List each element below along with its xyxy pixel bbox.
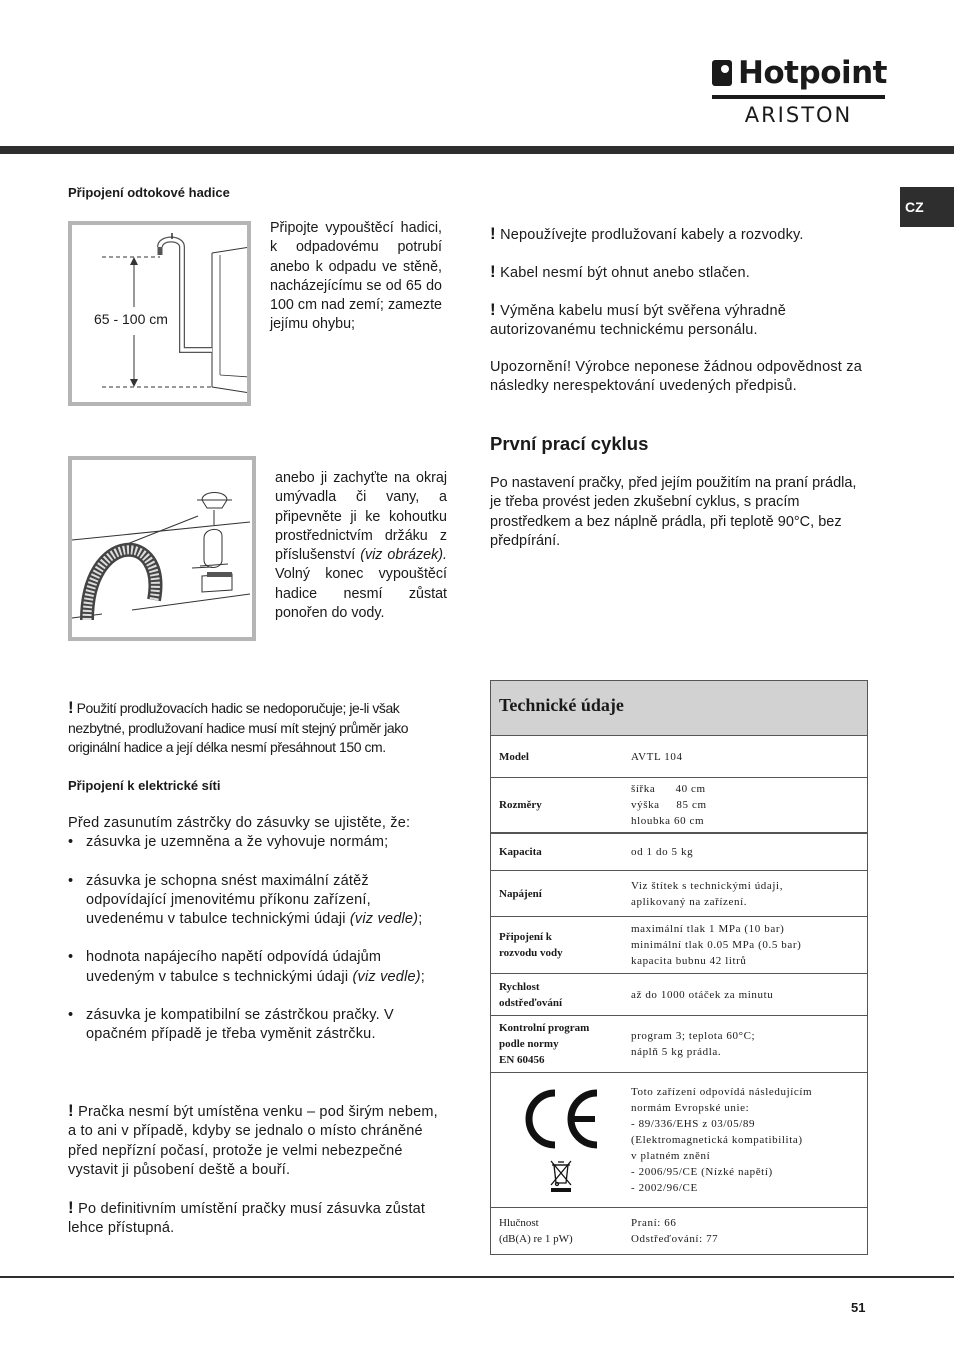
value-line: - 2002/96/CE [631,1182,698,1194]
electric-heading: Připojení k elektrické síti [68,778,221,793]
value-line: normám Evropské unie: [631,1102,750,1114]
row-value: až do 1000 otáček za minutu [631,988,774,1001]
label-line: Rychlost [499,980,540,993]
value-line: Toto zařízení odpovídá následujícím [631,1086,813,1098]
bullet-text: hodnota napájecího napětí odpovídá údajům uvedeným v tabulce s technickými údaji [86,949,382,985]
value-line: - 2006/95/CE (Nízké napětí) [631,1166,773,1178]
row-value [631,1073,867,1207]
bullet-punct: ; [420,968,426,985]
table-row [491,833,867,871]
row-label: Napájení [499,887,542,900]
table-row [491,917,867,974]
figure-height-label: 65 - 100 cm [94,311,168,327]
row-label: Kapacita [499,846,542,858]
row-value [631,778,867,832]
value-line: v platném znění [631,1150,711,1162]
value-line: minimální tlak 0.05 MPa (0.5 bar) [631,939,802,951]
drain-wall-text: Připojte vypouštěcí hadici, k odpadovému potrubí anebo k odpadu ve stěně, nacházejícímu se od 65 do 100 cm nad zemí; zamezte jejímu ohybu; [270,220,442,333]
cable-warning-3 [490,300,870,341]
row-value [631,917,867,973]
row-value [631,1016,867,1072]
row-label: Rozměry [499,799,542,811]
bullet-ref: (viz vedle) [349,911,419,928]
cable-warning-1 [490,224,870,245]
brand-name: Hotpoint [737,55,887,91]
drain-sink-text-b: Volný konec vypouštěcí hadice nesmí zůstat ponořen do vody. [275,566,447,622]
brand-subname: ARISTON [744,103,853,127]
label-line: odstřeďování [499,996,563,1009]
outdoor-warning [68,1101,443,1180]
technical-data-table [490,680,868,1255]
value-line: náplň 5 kg prádla. [631,1046,722,1058]
list-item [68,1006,443,1045]
list-item [68,833,443,852]
electric-checklist [68,833,443,1044]
drain-hose-heading: Připojení odtokové hadice [68,185,230,200]
brand-logo [712,55,887,127]
warning-mark-icon: ! [490,262,496,281]
bullet-text: zásuvka je kompatibilní se zástrčkou pračky. V opačném případě je třeba vyměnit zástrčku. [86,1007,394,1043]
label-line: Hlučnost [499,1216,539,1229]
bullet-text: zásuvka je schopna snést maximální zátěž odpovídající jmenovitému příkonu zařízení, uvedenému v tabulce technickými údaji [86,872,371,928]
liability-notice: Upozornění! Výrobce neponese žádnou odpovědnost za následky nerespektování uvedených předpisů. [490,359,862,395]
bullet-text: zásuvka je uzemněna a že vyhovuje normám; [86,834,389,851]
label-line: (dB(A) re 1 pW) [499,1232,573,1245]
page-number: 51 [851,1300,866,1315]
depth-value: hloubka 60 cm [631,815,705,827]
warning-mark-icon: ! [68,1101,74,1120]
value-line: Odstřeďování: 77 [631,1232,719,1245]
warning-mark-icon: ! [490,300,496,319]
bullet-ref: (viz vedle) [352,968,421,985]
row-label [491,1208,631,1253]
certification-marks [491,1073,631,1207]
row-value [631,871,867,916]
value-line: - 89/336/EHS z 03/05/89 [631,1118,756,1130]
table-row [491,736,867,778]
value-line: kapacita bubnu 42 litrů [631,955,747,967]
row-label [491,974,631,1015]
drain-sink-text-a: anebo ji zachyťte na okraj umývadla či vany, a připevněte ji ke kohoutku prostřednictvím držáku z příslušenství [275,470,447,564]
first-cycle-title: První prací cyklus [490,433,649,454]
outdoor-warning-text: Pračka nesmí být umístěna venku – pod širým nebem, a to ani v případě, kdyby se jednalo o místo chráněné před nepřízní počasí, protože je velmi nebezpečné vystavit ji působení deště a bouří. [68,1104,438,1178]
electric-intro: Před zasunutím zástrčky do zásuvky se ujistěte, že: [68,815,411,831]
cable-warning-2 [490,262,870,283]
table-row [491,778,867,833]
warning-mark-icon: ! [68,1198,74,1217]
value-line: Praní: 66 [631,1216,677,1229]
value-line: Viz štítek s technickými údaji, [631,879,784,892]
weee-bin-icon [549,1159,573,1193]
value-line: (Elektromagnetická kompatibilita) [631,1134,803,1146]
brand-divider [712,95,885,99]
value-line: program 3; teplota 60°C; [631,1030,756,1042]
label-line: Připojení k [499,931,552,943]
table-row [491,1073,867,1208]
row-label [491,917,631,973]
label-line: Kontrolní program [499,1022,590,1034]
drain-sink-illustration [72,460,252,637]
table-row [491,974,867,1016]
language-tab: CZ [900,187,954,227]
list-item [68,872,443,930]
row-value: AVTL 104 [631,750,683,763]
table-row [491,871,867,917]
cable-warning-3-text: Výměna kabelu musí být svěřena výhradně autorizovanému technickému personálu. [490,303,786,339]
drain-sink-text [275,469,447,623]
figure-drain-sink [68,456,256,641]
row-label [491,1016,631,1072]
ce-mark-icon [521,1087,601,1151]
access-warning [68,1198,443,1239]
header-rule [0,146,954,154]
label-line: rozvodu vody [499,947,563,959]
label-line: EN 60456 [499,1054,545,1066]
table-row [491,1016,867,1073]
value-line: maximální tlak 1 MPa (10 bar) [631,923,785,935]
warning-mark-icon: ! [68,698,74,717]
cable-warning-2-text: Kabel nesmí být ohnut anebo stlačen. [500,265,750,281]
footer-rule [0,1276,954,1278]
row-value: od 1 do 5 kg [631,846,694,858]
drain-sink-text-ref: (viz obrázek). [360,547,447,564]
first-cycle-text: Po nastavení pračky, před jejím použitím na praní prádla, je třeba provést jeden zkušební cyklus, s pracím prostředkem a bez náplně prádla, při teplotě 90°C, bez předpírání. [490,475,857,549]
warning-mark-icon: ! [490,224,496,243]
row-value [631,1208,867,1253]
list-item [68,948,443,987]
value-line: aplikovaný na zařízení. [631,895,748,908]
height-value: výška 85 cm [631,799,707,811]
access-warning-text: Po definitivním umístění pračky musí zásuvka zůstat lehce přístupná. [68,1201,426,1237]
row-label: Model [499,750,529,763]
hose-extension-warning [68,698,440,758]
label-line: podle normy [499,1038,559,1050]
electric-conditions [68,814,443,1045]
cable-warning-1-text: Nepoužívejte prodlužovaní kabely a rozvodky. [500,227,804,243]
brand-mark-icon [712,60,732,86]
table-row [491,1208,867,1253]
width-value: šířka 40 cm [631,783,706,795]
hose-extension-warning-text: Použití prodlužovacích hadic se nedoporučuje; je-li však nezbytné, prodlužovaní hadice musí mít stejný průměr jako originální hadice a její délka nesmí přesáhnout 150 cm. [68,700,409,755]
bullet-punct: ; [418,911,423,928]
technical-data-title: Technické údaje [491,681,867,736]
